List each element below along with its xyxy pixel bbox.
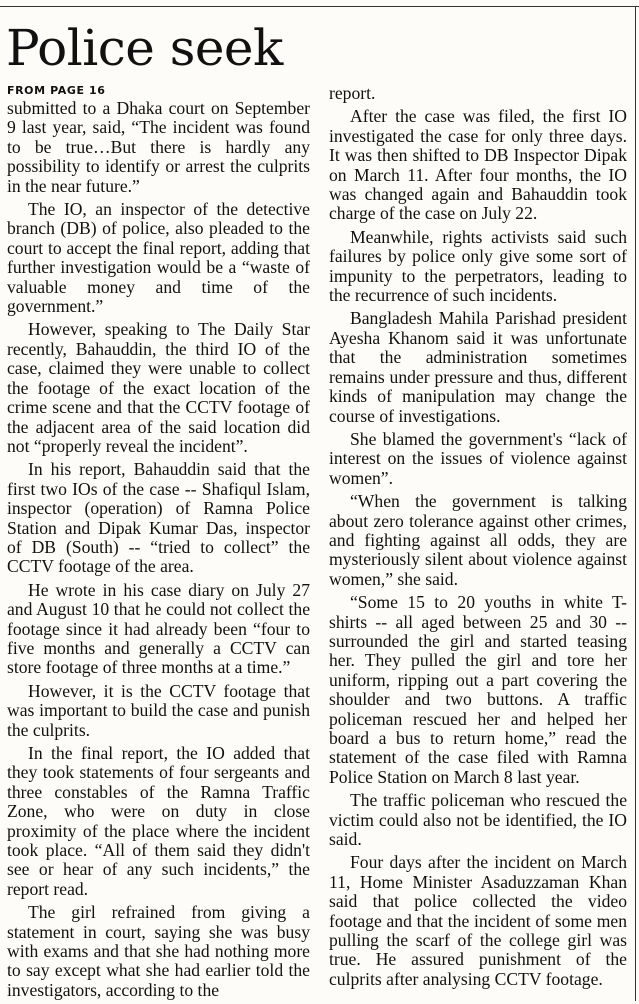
column-2 bbox=[329, 84, 627, 993]
paragraph: submitted to a Dhaka court on September 9 last year, said, “The incident was found to be true…But there is hardly any possibility to identify or arrest the culprits in the near future.” bbox=[7, 98, 310, 196]
paragraph: Four days after the incident on March 11, Home Minister Asaduzzaman Khan said that police collected the video footage and that the incident of some men pulling the scarf of the college girl was true. He assured punishment of the culprits after analysing CCTV footage. bbox=[329, 852, 627, 989]
paragraph: However, it is the CCTV footage that was important to build the case and punish the culprits. bbox=[7, 680, 310, 740]
headline: Police seek bbox=[6, 19, 283, 77]
paragraph: report. bbox=[329, 84, 376, 103]
paragraph: After the case was filed, the first IO investigated the case for only three days. It was then shifted to DB Inspector Dipak on March 11. After four months, the IO was changed again and Bahauddin took charge of the case on July 22. bbox=[329, 106, 627, 224]
paragraph: The traffic policeman who rescued the victim could also not be identified, the IO said. bbox=[329, 790, 627, 850]
paragraph: He wrote in his case diary on July 27 and August 10 that he could not collect the footage since it had already been “four to five months and generally a CCTV can store footage of three months at a time.” bbox=[7, 579, 310, 678]
column-1 bbox=[7, 84, 310, 1004]
column-rule bbox=[635, 6, 636, 1001]
paragraph: The girl refrained from giving a statement in court, saying she was busy with exams and that she had nothing more to say except what she had earlier told the investigators, according to the bbox=[7, 902, 310, 1000]
paragraph: “When the government is talking about zero tolerance against other crimes, and fighting against all odds, they are mysteriously silent about violence against women,” she said. bbox=[329, 491, 627, 589]
paragraph: Bangladesh Mahila Parishad president Ayesha Khanom said it was unfortunate that the administration sometimes remains under pressure and thus, different kinds of manipulation may change the course of investigations. bbox=[329, 308, 627, 426]
paragraph: In his report, Bahauddin said that the first two IOs of the case -- Shafiqul Islam, inspector (operation) of Ramna Police Station and Dipak Kumar Das, inspector of DB (South) -- “tried to collect” the CCTV footage of the area. bbox=[7, 459, 310, 577]
paragraph: “Some 15 to 20 youths in white T-shirts -- all aged between 25 and 30 -- surrounded the girl and started teasing her. They pulled the girl and tore her uniform, ripping out a part covering the shoulder and two buttons. A traffic policeman rescued her and helped her board a bus to return home,” read the statement of the case filed with Ramna Police Station on March 8 last year. bbox=[329, 592, 627, 787]
paragraph: However, speaking to The Daily Star recently, Bahauddin, the third IO of the case, claimed they were unable to collect the footage of the exact location of the crime scene and that the CCTV footage of the adjacent area of the said location did not “properly reveal the incident”. bbox=[7, 319, 310, 456]
paragraph: The IO, an inspector of the detective branch (DB) of police, also pleaded to the court to accept the final report, adding that further investigation would be a “waste of valuable money and time of the government.” bbox=[7, 199, 310, 317]
paragraph: In the final report, the IO added that they took statements of four sergeants and three constables of the Ramna Traffic Zone, who were on duty in close proximity of the place where the incident took place. “All of them said they didn't see or hear of any such incidents,” the report read. bbox=[7, 743, 310, 899]
paragraph: Meanwhile, rights activists said such failures by police only give some sort of impunity to the perpetrators, leading to the recurrence of such incidents. bbox=[329, 226, 627, 306]
paragraph: She blamed the government's “lack of interest on the issues of violence against women”. bbox=[329, 428, 627, 488]
top-rule bbox=[0, 6, 639, 7]
continued-from-label: FROM PAGE 16 bbox=[7, 84, 106, 97]
